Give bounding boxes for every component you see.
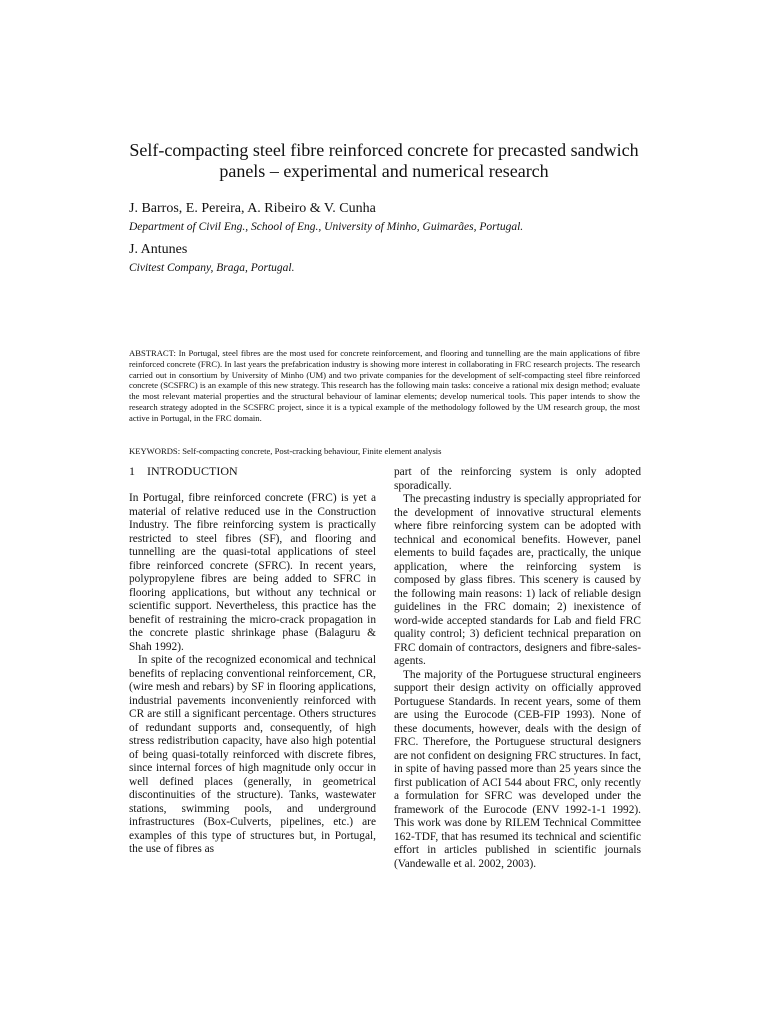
paragraph: In Portugal, fibre reinforced concrete (FRC) is yet a material of relative reduced use in the Construction Industry. The fibre reinforcing system is practically restricted to steel fibres (SF), and flooring and tunnelling are the quasi-total applications of steel fibre reinforced concrete (SFRC). In recent years, polypropylene fibres are being added to SFRC in flooring applications, but without any technical or scientific support. Nevertheless, this practice has the benefit of restraining the micro-crack propagation in the concrete plastic shrinkage phase (Balaguru & Shah 1992). [129,492,376,653]
left-column [129,492,376,857]
right-column [394,466,641,871]
paragraph: part of the reinforcing system is only adopted sporadically. [394,466,641,492]
author-names: J. Barros, E. Pereira, A. Ribeiro & V. Cunha [129,201,376,216]
abstract: ABSTRACT: In Portugal, steel fibres are the most used for concrete reinforcement, and flooring and tunnelling are the main applications of fibre reinforced concrete (FRC). In last years the prefabrication industry is showing more interest in collaborating in FRC research projects. The research carried out in consortium by University of Minho (UM) and two private companies for the development of self-compacting steel fibre reinforced concrete (SCSFRC) is an example of this new strategy. This research has the following main tasks: conceive a rational mix design method; evaluate the most relevant material properties and the structural behaviour of laminar elements; develop numerical tools. This paper intends to show the research strategy adopted in the SCSFRC project, since it is a typical example of the methodology followed by the UM research group, the most active in Portugal, in the FRC domain. [129,348,640,423]
paragraph: In spite of the recognized economical and technical benefits of replacing conventional reinforcement, CR, (wire mesh and rebars) by SF in flooring applications, industrial pavements inconveniently reinforced with CR are still a significant percentage. Others structures of redundant supports and, consequently, of high stress redistribution capacity, have also high potential of being quasi-totally reinforced with discrete fibres, since internal forces of high magnitude only occur in well defined places (generally, in geometrical discontinuities of the structure). Tanks, wastewater stations, swimming pools, and underground infrastructures (Box-Culverts, pipelines, etc.) are examples of this type of structures but, in Portugal, the use of fibres as [129,654,376,855]
section-heading [129,464,238,478]
section-title: INTRODUCTION [147,464,238,478]
paper-title: Self-compacting steel fibre reinforced concrete for precasted sandwich panels – experimental and numerical research [129,140,639,181]
paragraph: The majority of the Portuguese structural engineers support their design activity on officially approved Portuguese Standards. In recent years, some of them are using the Eurocode (CEB-FIP 1993). None of these documents, however, deals with the design of FRC. Therefore, the Portuguese structural designers are not confident on designing FRC structures. In fact, in spite of having passed more than 25 years since the first publication of ACI 544 about FRC, only recently a formulation for SFRC was developed under the framework of the Eurocode (ENV 1992-1-1 1992). This work was done by RILEM Technical Committee 162-TDF, that has resumed its technical and scientific effort in articles published in scientific journals (Vandewalle et al. 2002, 2003). [394,668,641,870]
section-number: 1 [129,464,135,478]
author-names: J. Antunes [129,242,188,257]
keywords: KEYWORDS: Self-compacting concrete, Post-cracking behaviour, Finite element analysis [129,446,442,456]
paragraph: The precasting industry is specially appropriated for the development of innovative structural elements where fibre reinforcing system can be adopted with technical and economical benefits. However, panel elements to build façades are, practically, the unique application, where the reinforcing system is composed by glass fibres. This scenery is caused by the following main reasons: 1) lack of reliable design guidelines in the FRC domain; 2) inexistence of word-wide accepted standards for Lab and field FRC quality control; 3) deficient technical preparation on FRC domain of contractors, designers and fibre-sales-agents. [394,493,641,667]
author-affiliation: Department of Civil Eng., School of Eng., University of Minho, Guimarães, Portugal. [129,221,524,233]
author-affiliation: Civitest Company, Braga, Portugal. [129,262,295,274]
